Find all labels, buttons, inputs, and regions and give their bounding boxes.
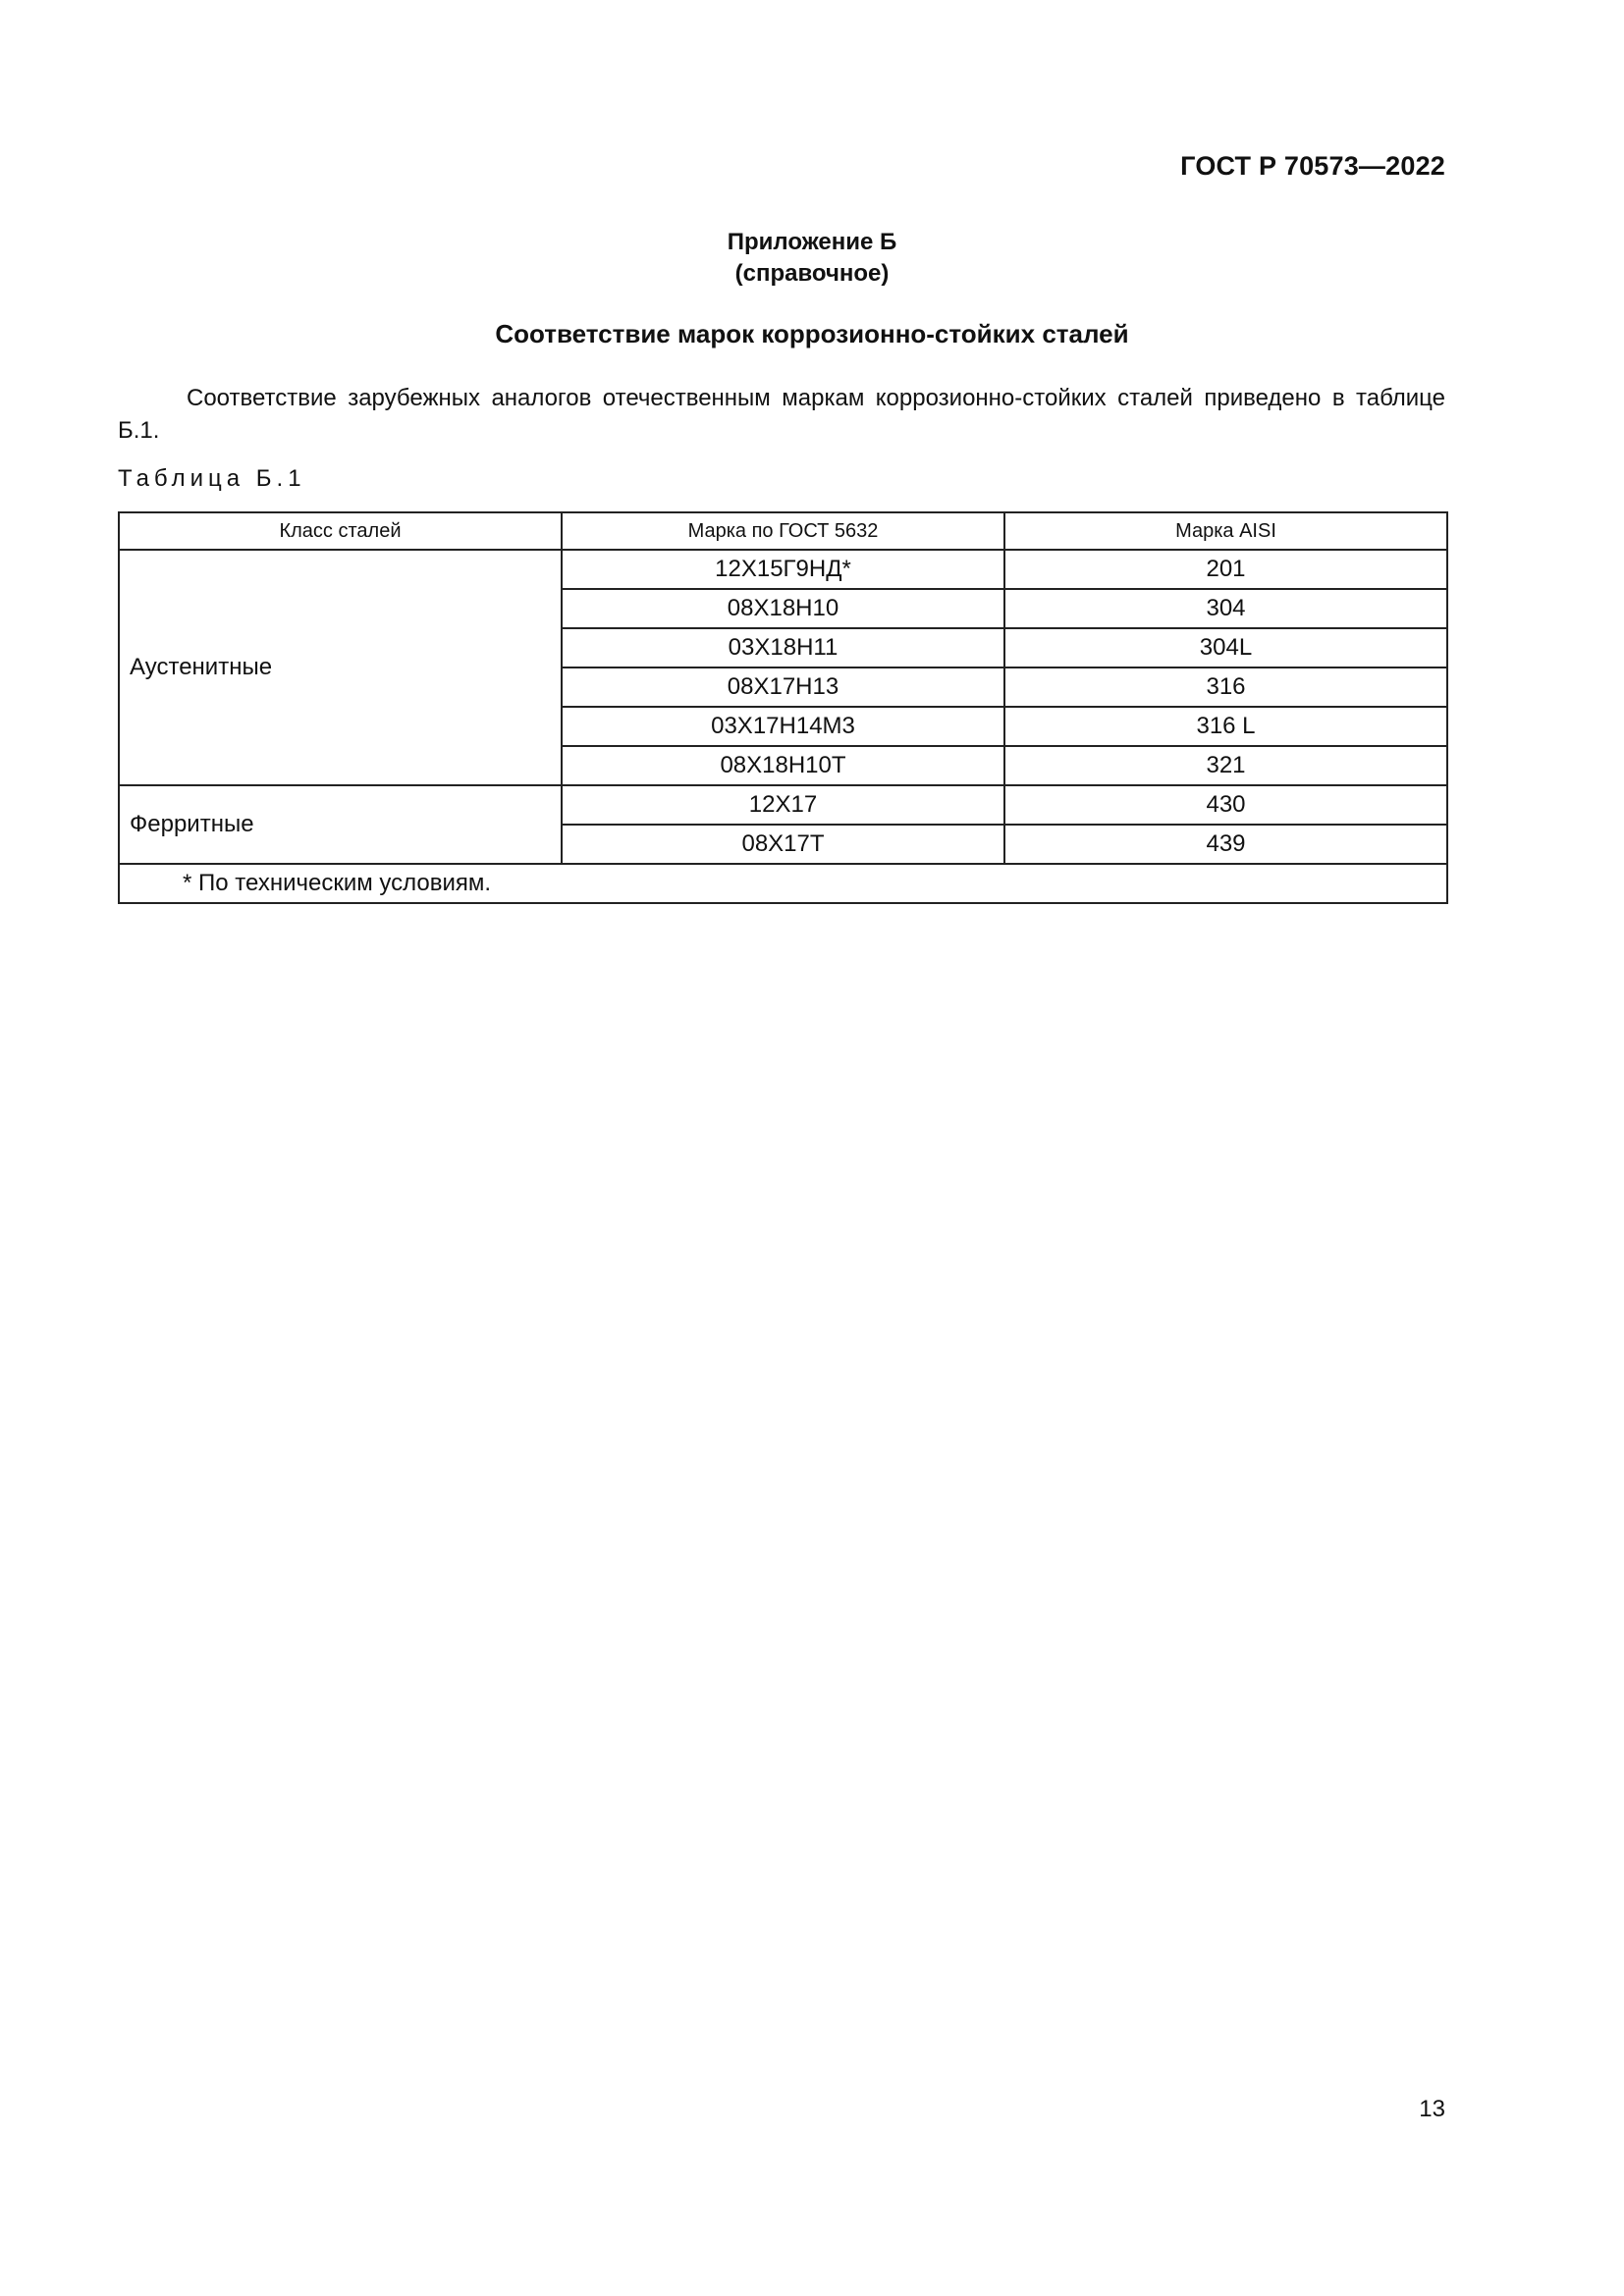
table-row [119, 550, 1447, 589]
steel-grades-table [118, 511, 1448, 904]
table-footnote-row [119, 864, 1447, 903]
table-header-row [119, 512, 1447, 550]
gost-grade-cell: 12Х15Г9НД* [562, 550, 1004, 589]
steel-class-cell: Ферритные [119, 785, 562, 864]
gost-grade-cell: 12Х17 [562, 785, 1004, 825]
gost-grade-cell: 08Х17Т [562, 825, 1004, 864]
aisi-grade-cell: 430 [1004, 785, 1447, 825]
document-code: ГОСТ Р 70573—2022 [1180, 151, 1445, 181]
aisi-grade-cell: 321 [1004, 746, 1447, 785]
table-caption: Таблица Б.1 [118, 465, 306, 492]
table-footnote: * По техническим условиям. [119, 864, 1447, 903]
page-number: 13 [1419, 2096, 1445, 2122]
gost-grade-cell: 08Х18Н10Т [562, 746, 1004, 785]
aisi-grade-cell: 304 [1004, 589, 1447, 628]
aisi-grade-cell: 316 L [1004, 707, 1447, 746]
aisi-grade-cell: 439 [1004, 825, 1447, 864]
aisi-grade-cell: 316 [1004, 667, 1447, 707]
header-gost-grade: Марка по ГОСТ 5632 [562, 512, 1004, 550]
section-title: Соответствие марок коррозионно-стойких сталей [495, 319, 1129, 348]
steel-class-cell: Аустенитные [119, 550, 562, 785]
aisi-grade-cell: 304L [1004, 628, 1447, 667]
aisi-grade-cell: 201 [1004, 550, 1447, 589]
appendix-title: Приложение Б [727, 229, 897, 255]
intro-paragraph: Соответствие зарубежных аналогов отечественным маркам коррозионно-стойких сталей приведено в таблице Б.1. [118, 385, 1445, 444]
gost-grade-cell: 08Х17Н13 [562, 667, 1004, 707]
gost-grade-cell: 08Х18Н10 [562, 589, 1004, 628]
appendix-kind: (справочное) [734, 260, 890, 287]
table-row [119, 785, 1447, 825]
header-aisi-grade: Марка AISI [1004, 512, 1447, 550]
gost-grade-cell: 03Х17Н14М3 [562, 707, 1004, 746]
header-steel-class: Класс сталей [119, 512, 562, 550]
gost-grade-cell: 03Х18Н11 [562, 628, 1004, 667]
